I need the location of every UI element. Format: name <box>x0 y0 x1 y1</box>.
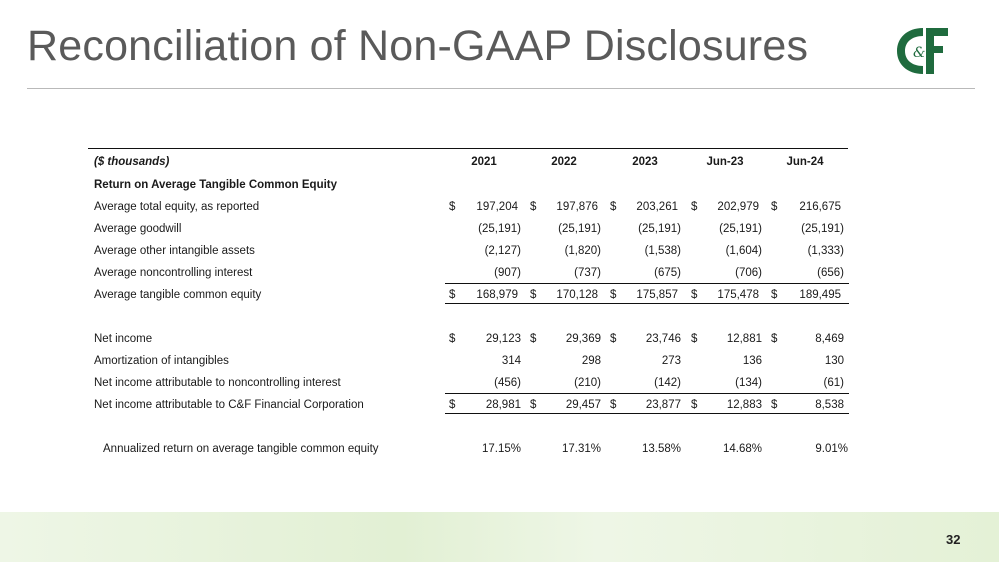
cell-value: (456) <box>494 377 521 389</box>
cell-value: 14.68% <box>722 443 762 455</box>
cell-value: 170,128 <box>556 289 598 301</box>
cell-value: 298 <box>581 355 601 367</box>
cell-value: 130 <box>824 355 844 367</box>
cell-value: (1,820) <box>564 245 601 257</box>
cell-value: 8,538 <box>815 399 844 411</box>
dollar-sign: $ <box>771 289 778 301</box>
cell-value: 203,261 <box>636 201 678 213</box>
column-header: 2021 <box>471 156 497 168</box>
cell-value: (737) <box>574 267 601 279</box>
subtotal-underline <box>445 283 849 284</box>
dollar-sign: $ <box>530 289 537 301</box>
cell-value: 29,123 <box>485 333 521 345</box>
units-label: ($ thousands) <box>94 156 170 168</box>
table-row <box>88 245 848 265</box>
row-label: Average noncontrolling interest <box>94 267 253 279</box>
cell-value: 175,857 <box>636 289 678 301</box>
dollar-sign: $ <box>530 333 537 345</box>
cell-value: (25,191) <box>801 223 844 235</box>
row-label: Net income attributable to C&F Financial Corporation <box>94 399 364 411</box>
dollar-sign: $ <box>449 289 456 301</box>
cell-value: 12,881 <box>726 333 762 345</box>
cell-value: (675) <box>654 267 681 279</box>
cell-value: 28,981 <box>485 399 521 411</box>
cell-value: (210) <box>574 377 601 389</box>
dollar-sign: $ <box>771 201 778 213</box>
table-row <box>88 377 848 397</box>
column-header: 2023 <box>632 156 658 168</box>
cell-value: 175,478 <box>717 289 759 301</box>
table-row <box>88 267 848 287</box>
cell-value: (25,191) <box>558 223 601 235</box>
subtotal-underline <box>445 393 849 394</box>
ratio-row <box>88 443 848 463</box>
cf-logo-icon <box>893 24 951 78</box>
cell-value: (656) <box>817 267 844 279</box>
svg-text:&: & <box>913 45 926 61</box>
dollar-sign: $ <box>449 399 456 411</box>
cell-value: 8,469 <box>815 333 844 345</box>
cell-value: 197,204 <box>476 201 518 213</box>
dollar-sign: $ <box>691 333 698 345</box>
dollar-sign: $ <box>610 399 617 411</box>
row-label: Average total equity, as reported <box>94 201 260 213</box>
table-row <box>88 399 848 419</box>
cell-value: (1,333) <box>807 245 844 257</box>
section-heading: Return on Average Tangible Common Equity <box>94 179 338 191</box>
row-label: Average goodwill <box>94 223 182 235</box>
section-heading-row <box>88 179 848 199</box>
cell-value: (1,538) <box>644 245 681 257</box>
dollar-sign: $ <box>449 333 456 345</box>
column-header: Jun-23 <box>706 156 744 168</box>
cell-value: 202,979 <box>717 201 759 213</box>
cell-value: 29,369 <box>565 333 601 345</box>
cell-value: (706) <box>735 267 762 279</box>
cell-value: (25,191) <box>719 223 762 235</box>
cell-value: (25,191) <box>638 223 681 235</box>
cell-value: (61) <box>823 377 844 389</box>
slide-title: Reconciliation of Non-GAAP Disclosures <box>27 22 809 70</box>
dollar-sign: $ <box>771 399 778 411</box>
cell-value: 29,457 <box>565 399 601 411</box>
row-label: Net income <box>94 333 153 345</box>
footer-band <box>0 512 999 562</box>
total-underline <box>445 413 849 414</box>
cell-value: 273 <box>661 355 681 367</box>
row-label: Amortization of intangibles <box>94 355 229 367</box>
cell-value: (907) <box>494 267 521 279</box>
footer-gradient <box>0 512 999 562</box>
cell-value: (142) <box>654 377 681 389</box>
cell-value: (2,127) <box>484 245 521 257</box>
table-row <box>88 223 848 243</box>
table-header-row <box>88 156 848 176</box>
table-top-rule <box>88 148 848 149</box>
cell-value: (1,604) <box>725 245 762 257</box>
table-row <box>88 201 848 221</box>
dollar-sign: $ <box>449 201 456 213</box>
column-header: 2022 <box>551 156 577 168</box>
cell-value: 9.01% <box>815 443 848 455</box>
row-label: Average other intangible assets <box>94 245 255 257</box>
dollar-sign: $ <box>691 399 698 411</box>
cell-value: (25,191) <box>478 223 521 235</box>
page-number: 32 <box>946 532 961 547</box>
cell-value: 17.15% <box>481 443 521 455</box>
cell-value: 168,979 <box>476 289 518 301</box>
dollar-sign: $ <box>691 289 698 301</box>
cell-value: 314 <box>501 355 521 367</box>
dollar-sign: $ <box>610 201 617 213</box>
cell-value: 189,495 <box>799 289 841 301</box>
total-underline <box>445 303 849 304</box>
title-divider <box>27 88 975 89</box>
cell-value: 23,746 <box>645 333 681 345</box>
dollar-sign: $ <box>610 289 617 301</box>
cell-value: 13.58% <box>641 443 681 455</box>
cell-value: 17.31% <box>561 443 601 455</box>
row-label: Average tangible common equity <box>94 289 262 301</box>
table-row <box>88 355 848 375</box>
dollar-sign: $ <box>530 399 537 411</box>
table-row <box>88 333 848 353</box>
cell-value: 23,877 <box>645 399 681 411</box>
table-row <box>88 289 848 309</box>
cell-value: 12,883 <box>726 399 762 411</box>
dollar-sign: $ <box>691 201 698 213</box>
cell-value: (134) <box>735 377 762 389</box>
dollar-sign: $ <box>610 333 617 345</box>
dollar-sign: $ <box>530 201 537 213</box>
dollar-sign: $ <box>771 333 778 345</box>
row-label: Annualized return on average tangible common equity <box>103 443 379 455</box>
column-header: Jun-24 <box>786 156 824 168</box>
cell-value: 216,675 <box>799 201 841 213</box>
row-label: Net income attributable to noncontrolling interest <box>94 377 341 389</box>
cell-value: 197,876 <box>556 201 598 213</box>
cell-value: 136 <box>742 355 762 367</box>
